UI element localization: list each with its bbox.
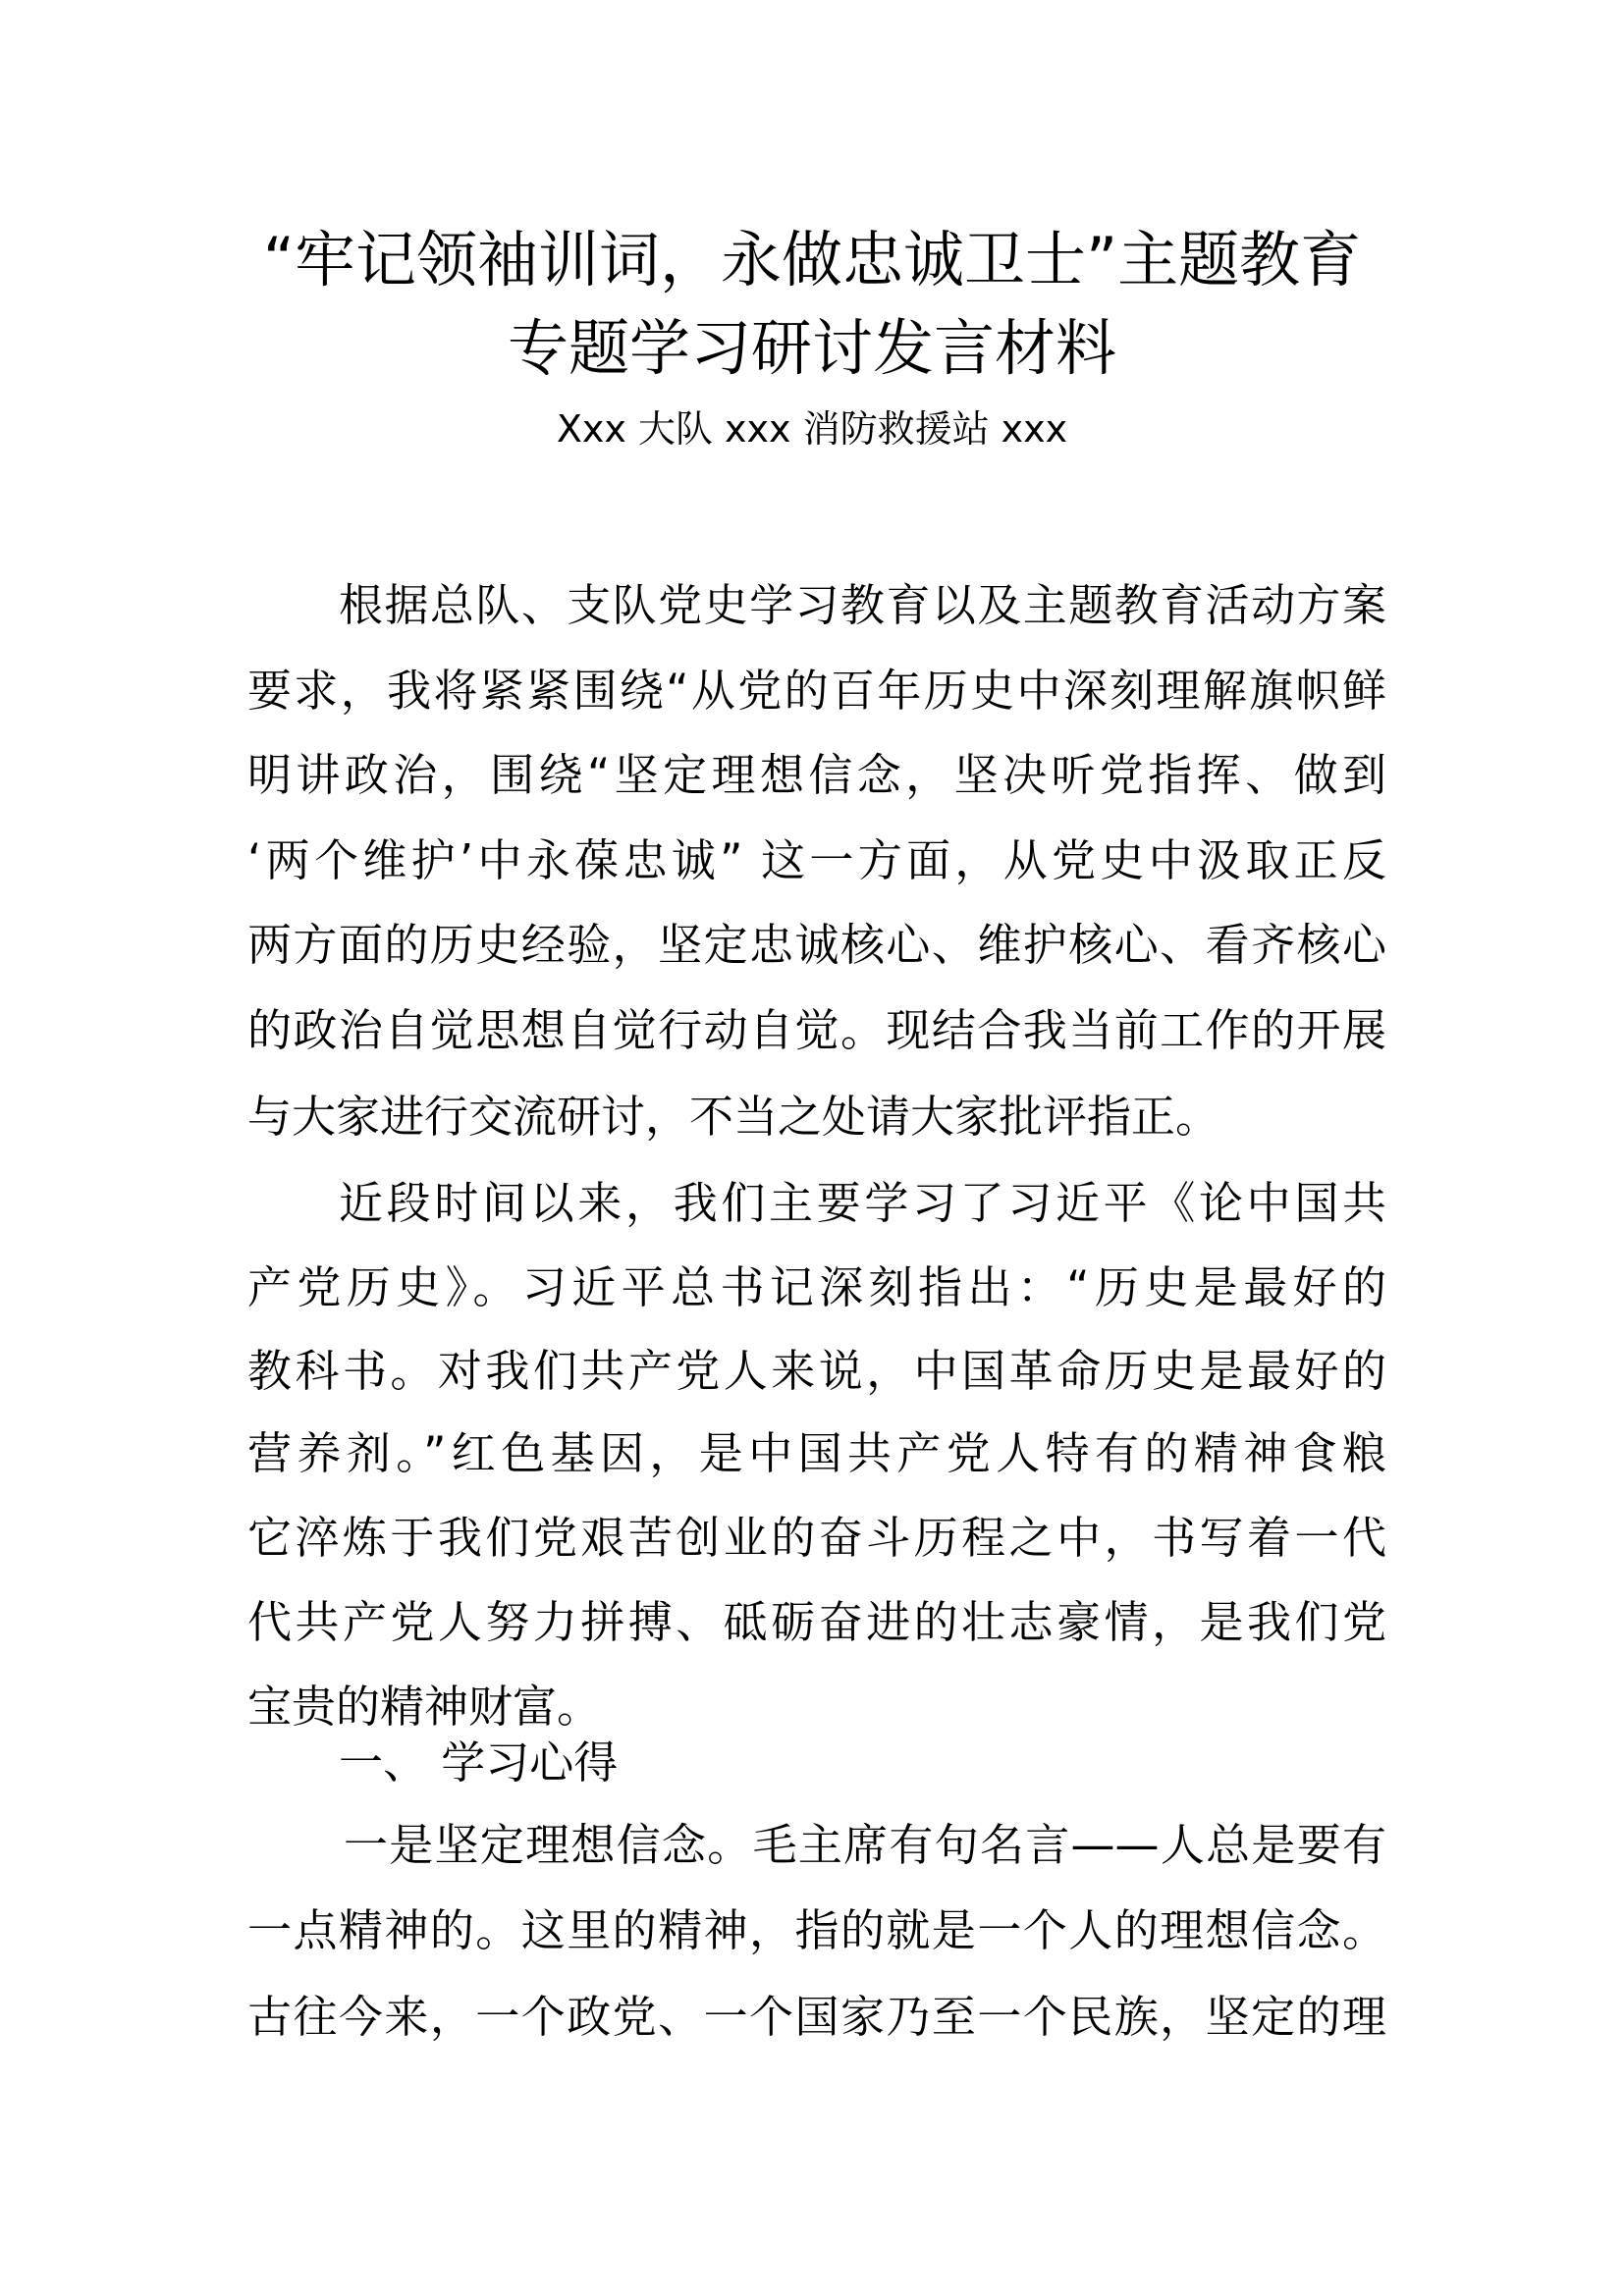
document-title-line-2: 专题学习研讨发言材料 <box>507 312 1116 384</box>
text-line: 教科书。对我们共产党人来说，中国革命历史是最好的 <box>247 1345 1386 1397</box>
section-heading: 一、 学习心得 <box>339 1736 619 1789</box>
text-line: 明讲政治，围绕“坚定理想信念，坚决听党指挥、做到 <box>247 749 1386 801</box>
text-line: 营养剂。”红色基因，是中国共产党人特有的精神食粮 <box>247 1427 1386 1479</box>
text-line: 要求，我将紧紧围绕“从党的百年历史中深刻理解旗帜鲜 <box>247 665 1386 717</box>
text-line: 宝贵的精神财富。 <box>247 1681 602 1733</box>
text-line: 代共产党人努力拼搏、砥砺奋进的壮志豪情，是我们党 <box>247 1596 1386 1648</box>
text-line: 近段时间以来，我们主要学习了习近平《论中国共 <box>339 1177 1386 1229</box>
text-line: 的政治自觉思想自觉行动自觉。现结合我当前工作的开展 <box>247 1004 1386 1056</box>
text-line: 一是坚定理想信念。毛主席有句名言——人总是要有 <box>344 1819 1386 1871</box>
text-line: 产党历史》。习近平总书记深刻指出：“历史是最好的 <box>247 1261 1386 1313</box>
text-line: 根据总队、支队党史学习教育以及主题教育活动方案 <box>339 579 1386 631</box>
document-title-line-1: “牢记领袖训词，永做忠诚卫士”主题教育 <box>262 224 1362 295</box>
text-line: 古往今来，一个政党、一个国家乃至一个民族，坚定的理 <box>247 1991 1386 2043</box>
text-line: 两方面的历史经验，坚定忠诚核心、维护核心、看齐核心 <box>247 919 1386 971</box>
text-line: 与大家进行交流研讨，不当之处请大家批评指正。 <box>247 1091 1220 1143</box>
text-line: ‘两个维护’中永葆忠诚” 这一方面，从党史中汲取正反 <box>247 834 1386 886</box>
text-line: 它淬炼于我们党艰苦创业的奋斗历程之中，书写着一代 <box>247 1512 1386 1564</box>
text-line: 一点精神的。这里的精神，指的就是一个人的理想信念。 <box>247 1904 1386 1956</box>
document-author: Xxx 大队 xxx 消防救援站 xxx <box>556 407 1068 451</box>
